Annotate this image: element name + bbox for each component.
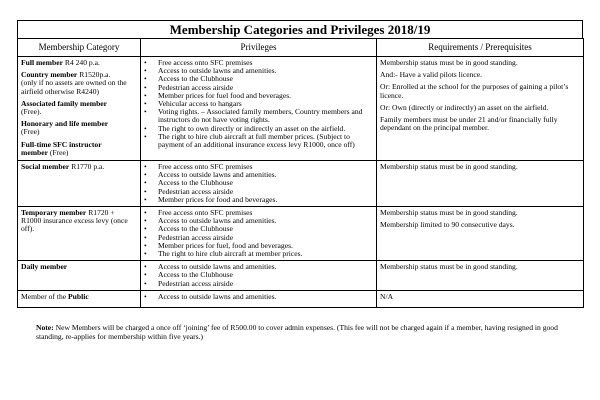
privilege-item: • The right to hire club aircraft at full member prices. (Subject to payment of an additional insurance excess levy R1000, once off) xyxy=(144,133,373,149)
privileges-cell xyxy=(141,57,377,161)
page-title: Membership Categories and Privileges 2018/19 xyxy=(17,20,583,39)
category-entry xyxy=(21,163,129,171)
requirement-text: Membership limited to 90 consecutive days. xyxy=(380,220,515,230)
privilege-item: • Vehicular access to hangars xyxy=(144,100,373,108)
requirement-text: N/A xyxy=(380,291,394,301)
table-row xyxy=(18,207,584,261)
privilege-item: • Access to the Clubhouse xyxy=(144,271,373,279)
privileges-cell xyxy=(141,261,377,291)
requirement-text: Family members must be under 21 and/or financially fully dependant on the principal member. xyxy=(380,115,558,133)
privilege-item: • Pedestrian access airside xyxy=(144,84,373,92)
category-entry xyxy=(21,120,129,136)
privilege-item: • Access to the Clubhouse xyxy=(144,75,373,83)
requirement-text: Membership status must be in good standing. xyxy=(380,58,518,67)
privilege-item: • The right to own directly or indirectly an asset on the airfield. xyxy=(144,125,373,133)
privilege-item: • Access to the Clubhouse xyxy=(144,225,373,233)
category-name: Full member xyxy=(21,58,63,67)
category-prefix: Member of the xyxy=(21,291,69,301)
privilege-item: • Access to outside lawns and amenities. xyxy=(144,171,373,179)
privilege-item: • Voting rights. – Associated family members, Country members and instructors do not have voting rights. xyxy=(144,108,373,124)
category-fee: (Free) xyxy=(48,147,69,157)
privilege-item: • Member prices for fuel food and beverages. xyxy=(144,92,373,100)
category-cell xyxy=(18,261,141,291)
requirements-cell xyxy=(377,57,584,161)
category-note: (Free) xyxy=(21,127,40,137)
note-label: Note: xyxy=(36,323,54,332)
privilege-item: • Pedestrian access airside xyxy=(144,234,373,242)
privilege-item: • Access to the Clubhouse xyxy=(144,179,373,187)
requirements-cell xyxy=(377,290,584,307)
requirement-text: Membership status must be in good standing. xyxy=(380,262,518,272)
note-text: New Members will be charged a once off ‘joining’ fee of R500.00 to cover admin expenses. (This fee will not be charged again if a member, having resigned in good standing, re-applies for membership within five years.) xyxy=(36,323,558,341)
requirement-text: Or: Enrolled at the school for the purposes of gaining a pilot’s licence. xyxy=(380,82,569,100)
category-entry xyxy=(21,209,129,234)
category-entry xyxy=(21,293,129,301)
category-entry xyxy=(21,100,129,116)
privilege-item: • Access to outside lawns and amenities. xyxy=(144,67,373,75)
membership-table xyxy=(17,38,584,308)
privilege-item: • Free access onto SFC premises xyxy=(144,163,373,171)
privilege-item: • Free access onto SFC premises xyxy=(144,209,373,217)
requirement-text: Or: Own (directly or indirectly) an asset on the airfield. xyxy=(380,102,549,112)
category-name: Public xyxy=(68,291,89,301)
table-row xyxy=(18,161,584,207)
privilege-item: • Free access onto SFC premises xyxy=(144,59,373,67)
category-fee: R1770 p.a. xyxy=(69,162,105,172)
header-privileges: Privileges xyxy=(141,39,377,57)
category-cell xyxy=(18,290,141,307)
category-fee: R1520p.a. xyxy=(77,70,111,80)
category-name: Social member xyxy=(21,162,70,172)
category-cell xyxy=(18,161,141,207)
category-cell xyxy=(18,207,141,261)
category-fee: R1720 + R1000 insurance excess levy (once off). xyxy=(21,208,128,234)
header-requirements: Requirements / Prerequisites xyxy=(377,39,584,57)
category-entry xyxy=(21,263,129,271)
category-name: Temporary member xyxy=(21,208,87,218)
table-row xyxy=(18,57,584,161)
category-name: Full-time SFC instructor member xyxy=(21,139,102,157)
privilege-item: • Access to outside lawns and amenities. xyxy=(144,263,373,271)
privileges-list xyxy=(144,163,373,204)
requirement-text: Membership status must be in good standing. xyxy=(380,162,518,172)
category-name: Associated family member xyxy=(21,98,108,108)
privileges-cell xyxy=(141,290,377,307)
table-header-row xyxy=(18,39,584,57)
category-entry xyxy=(21,59,129,67)
requirements-cell xyxy=(377,207,584,261)
footnote xyxy=(36,323,566,341)
privileges-list xyxy=(144,209,373,258)
privilege-item: • Pedestrian access airside xyxy=(144,280,373,288)
category-entry xyxy=(21,71,129,96)
table-row xyxy=(18,261,584,291)
category-note: (Free). xyxy=(21,107,42,117)
privilege-item: • Pedestrian access airside xyxy=(144,188,373,196)
privilege-item: • The right to hire club aircraft at member prices. xyxy=(144,250,373,258)
privilege-item: • Access to outside lawns and amenities. xyxy=(144,217,373,225)
requirements-cell xyxy=(377,261,584,291)
privilege-item: • Access to outside lawns and amenities. xyxy=(144,293,373,301)
category-fee: R4 240 p.a. xyxy=(62,58,100,67)
category-note: (only if no assets are owned on the airfield otherwise R4240) xyxy=(21,78,127,96)
privileges-cell xyxy=(141,207,377,261)
table-row xyxy=(18,290,584,307)
header-category: Membership Category xyxy=(18,39,141,57)
requirements-cell xyxy=(377,161,584,207)
category-entry xyxy=(21,141,129,157)
requirement-text: Membership status must be in good standing. xyxy=(380,208,518,218)
privilege-item: • Member prices for food and beverages. xyxy=(144,196,373,204)
privileges-cell xyxy=(141,161,377,207)
privileges-list xyxy=(144,59,373,149)
category-name: Country member xyxy=(21,70,78,80)
privileges-list xyxy=(144,293,373,301)
requirement-text: And:- Have a valid pilots licence. xyxy=(380,70,483,80)
privilege-item: • Member prices for fuel, food and beverages. xyxy=(144,242,373,250)
category-cell xyxy=(18,57,141,161)
privileges-list xyxy=(144,263,373,288)
category-name: Daily member xyxy=(21,262,68,272)
category-name: Honorary and life member xyxy=(21,119,109,129)
